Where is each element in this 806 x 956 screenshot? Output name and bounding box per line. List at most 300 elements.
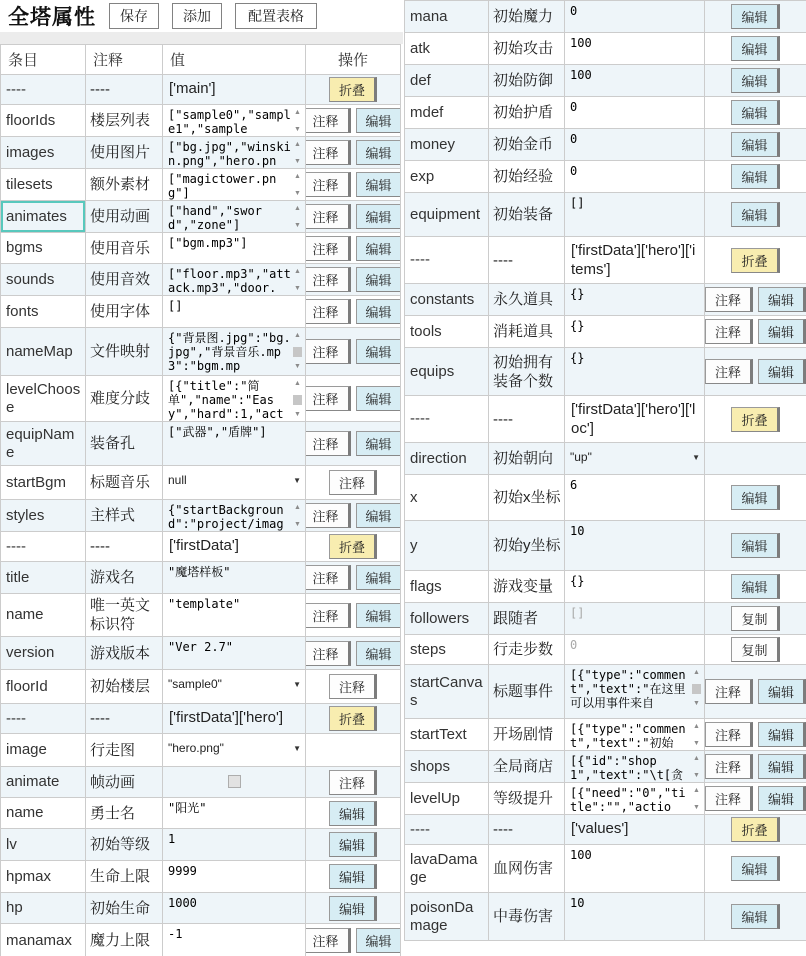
value-preview[interactable] (565, 284, 704, 301)
table-row-equipName (1, 422, 401, 466)
value-preview[interactable] (163, 594, 305, 611)
value-preview[interactable] (565, 845, 704, 862)
textarea-scrollbar[interactable] (291, 267, 305, 295)
table-row-tilesets (1, 169, 401, 201)
note-button[interactable]: 注释 (329, 674, 377, 699)
operation-cell (705, 521, 806, 571)
value-preview[interactable] (163, 169, 305, 200)
scroll-up-icon[interactable]: ▲ (693, 755, 700, 762)
value-cell (163, 670, 306, 704)
textarea-scrollbar[interactable] (291, 331, 305, 373)
scroll-down-icon[interactable]: ▼ (693, 772, 700, 779)
table-row-startText (405, 719, 806, 751)
note-button[interactable]: 注释 (306, 299, 351, 324)
entry-cell (405, 815, 489, 845)
note-button[interactable]: 注释 (306, 386, 351, 411)
note-button[interactable]: 注释 (705, 786, 753, 811)
operation-buttons (307, 928, 399, 953)
value-preview[interactable] (163, 500, 305, 531)
value-preview[interactable] (163, 105, 305, 136)
comment-cell (86, 594, 163, 637)
textarea-scrollbar[interactable] (291, 140, 305, 168)
value-preview[interactable] (565, 161, 704, 178)
textarea-scrollbar[interactable] (291, 172, 305, 200)
value-preview[interactable] (163, 296, 305, 313)
entry-cell (405, 237, 489, 284)
operation-buttons (307, 674, 399, 699)
note-button[interactable]: 注释 (705, 754, 753, 779)
note-button[interactable]: 注释 (306, 603, 351, 628)
comment-cell (489, 475, 565, 521)
scroll-up-icon[interactable]: ▲ (294, 109, 301, 116)
scroll-down-icon[interactable]: ▼ (294, 285, 301, 292)
entry-name: ---- (410, 251, 430, 268)
edit-button[interactable]: 编辑 (758, 359, 806, 384)
value-preview[interactable] (163, 893, 305, 910)
comment-cell (489, 129, 565, 161)
value-cell (163, 829, 306, 861)
operation-cell (306, 264, 401, 296)
edit-button[interactable]: 编辑 (758, 722, 806, 747)
comment-text: 开场剧情 (493, 726, 554, 743)
table-row-direction (405, 443, 806, 475)
value-cell (163, 169, 306, 201)
operation-buttons (706, 319, 805, 344)
textarea-scrollbar[interactable] (690, 754, 704, 782)
value-preview[interactable] (565, 348, 704, 365)
entry-cell (1, 893, 86, 924)
edit-button[interactable]: 编辑 (356, 928, 401, 953)
value-text: [{"id":"shop1","text":"\t[贪 (570, 754, 684, 782)
operation-cell (306, 328, 401, 376)
scrollbar-thumb[interactable] (293, 395, 302, 405)
edit-button[interactable]: 编辑 (356, 204, 401, 229)
comment-text: 行走步数 (493, 641, 554, 658)
table-row-fonts (1, 296, 401, 328)
fold-button[interactable]: 折叠 (731, 248, 779, 273)
value-cell (565, 603, 705, 635)
value-cell (565, 815, 705, 845)
value-preview[interactable] (565, 719, 704, 750)
edit-button[interactable]: 编辑 (731, 533, 779, 558)
save-button[interactable]: 保存 (109, 3, 159, 29)
scroll-up-icon[interactable]: ▲ (294, 332, 301, 339)
operation-cell (705, 1, 806, 33)
operation-buttons (307, 172, 399, 197)
table-row-floorId (1, 670, 401, 704)
value-preview[interactable] (565, 603, 704, 620)
scroll-up-icon[interactable]: ▲ (294, 504, 301, 511)
edit-button[interactable]: 编辑 (356, 565, 401, 590)
note-button[interactable]: 注释 (306, 204, 351, 229)
scroll-down-icon[interactable]: ▼ (294, 521, 301, 528)
entry-cell (405, 316, 489, 348)
scroll-down-icon[interactable]: ▼ (294, 222, 301, 229)
operation-buttons (307, 77, 399, 102)
value-cell (163, 532, 306, 562)
note-button[interactable]: 注释 (705, 359, 753, 384)
edit-button[interactable]: 编辑 (731, 4, 779, 29)
value-cell (565, 33, 705, 65)
scroll-up-icon[interactable]: ▲ (693, 669, 700, 676)
edit-button[interactable]: 编辑 (356, 108, 401, 133)
comment-cell (489, 845, 565, 893)
operation-buttons (706, 248, 805, 273)
edit-button[interactable]: 编辑 (758, 287, 806, 312)
scroll-down-icon[interactable]: ▼ (294, 158, 301, 165)
operation-cell (306, 422, 401, 466)
comment-text: 生命上限 (90, 868, 151, 885)
edit-button[interactable]: 编辑 (731, 164, 779, 189)
operation-buttons (706, 606, 805, 631)
edit-button[interactable]: 编辑 (356, 431, 401, 456)
scroll-up-icon[interactable]: ▲ (693, 787, 700, 794)
table-row-lavaDamage (405, 845, 806, 893)
edit-button[interactable]: 编辑 (731, 202, 779, 227)
comment-text: ---- (493, 410, 513, 428)
value-preview[interactable] (565, 893, 704, 910)
note-button[interactable]: 注释 (306, 172, 351, 197)
note-button[interactable]: 注释 (306, 565, 351, 590)
edit-button[interactable]: 编辑 (329, 832, 377, 857)
scroll-down-icon[interactable]: ▼ (693, 804, 700, 811)
entry-name: shops (410, 757, 451, 775)
note-button[interactable]: 注释 (306, 267, 351, 292)
entry-name: money (410, 135, 456, 153)
scroll-up-icon[interactable]: ▲ (294, 268, 301, 275)
table-row-followers (405, 603, 806, 635)
comment-text: ---- (493, 821, 513, 838)
properties-table-right (404, 0, 806, 941)
header-divider (0, 32, 403, 44)
note-button[interactable]: 注释 (306, 236, 351, 261)
value-text: 0 (570, 100, 578, 114)
scroll-up-icon[interactable]: ▲ (294, 173, 301, 180)
table-row-fold (405, 237, 806, 284)
textarea-scrollbar[interactable] (291, 204, 305, 232)
entry-cell (405, 396, 489, 443)
textarea-scrollbar[interactable] (291, 108, 305, 136)
edit-button[interactable]: 编辑 (356, 172, 401, 197)
note-button[interactable]: 注释 (329, 470, 377, 495)
comment-cell (489, 521, 565, 571)
value-preview[interactable] (565, 193, 704, 210)
operation-buttons (307, 565, 399, 590)
entry-cell (1, 137, 86, 169)
note-button[interactable]: 注释 (705, 679, 753, 704)
comment-cell (86, 376, 163, 422)
value-preview[interactable] (163, 137, 305, 168)
value-select[interactable] (168, 741, 301, 755)
value-preview[interactable] (163, 328, 305, 373)
copy-button[interactable]: 复制 (731, 606, 779, 631)
edit-button[interactable]: 编辑 (329, 801, 377, 826)
operation-buttons (706, 68, 805, 93)
scroll-down-icon[interactable]: ▼ (693, 700, 700, 707)
operation-buttons (706, 4, 805, 29)
value-text: ["bg.jpg","winskin.png","hero.pn (168, 140, 291, 168)
value-select[interactable] (570, 450, 700, 464)
entry-name: def (410, 71, 431, 89)
operation-buttons (706, 164, 805, 189)
edit-button[interactable]: 编辑 (731, 904, 779, 929)
entry-cell (405, 33, 489, 65)
edit-button[interactable]: 编辑 (356, 299, 401, 324)
note-button[interactable]: 注释 (705, 287, 753, 312)
value-preview[interactable] (565, 97, 704, 114)
operation-buttons (307, 140, 399, 165)
fold-path: ['main'] (169, 80, 216, 97)
operation-buttons (307, 431, 399, 456)
entry-name: levelUp (410, 789, 461, 807)
note-button[interactable]: 注释 (306, 928, 351, 953)
fold-button[interactable]: 折叠 (731, 407, 779, 432)
edit-button[interactable]: 编辑 (731, 856, 779, 881)
scrollbar-thumb[interactable] (692, 684, 701, 694)
operation-buttons (706, 817, 805, 842)
value-preview[interactable] (565, 33, 704, 50)
comment-cell (489, 1, 565, 33)
fold-button[interactable]: 折叠 (329, 534, 377, 559)
value-cell (565, 521, 705, 571)
value-preview[interactable] (163, 422, 305, 439)
operation-cell (705, 396, 806, 443)
operation-cell (705, 783, 806, 815)
operation-cell (705, 665, 806, 719)
value-preview[interactable] (163, 637, 305, 654)
value-preview[interactable] (163, 798, 305, 815)
scroll-up-icon[interactable]: ▲ (294, 205, 301, 212)
scroll-down-icon[interactable]: ▼ (693, 740, 700, 747)
value-preview[interactable] (163, 829, 305, 846)
fold-path: ['firstData']['hero']['loc'] (571, 401, 696, 437)
operation-buttons (307, 299, 399, 324)
value-select[interactable] (168, 677, 301, 691)
entry-name: floorIds (6, 111, 56, 129)
comment-text: 初始防御 (493, 72, 554, 89)
fold-path: ['values'] (571, 820, 629, 837)
selected-option: null (168, 473, 187, 487)
table-row-tools (405, 316, 806, 348)
table-row-mana (405, 1, 806, 33)
scroll-down-icon[interactable]: ▼ (294, 411, 301, 418)
table-row-x (405, 475, 806, 521)
value-text: ["bgm.mp3"] (168, 236, 248, 250)
note-button[interactable]: 注释 (306, 108, 351, 133)
note-button[interactable]: 注释 (306, 431, 351, 456)
textarea-scrollbar[interactable] (690, 668, 704, 710)
comment-text: 唯一英文标识符 (90, 597, 151, 633)
dropdown-arrow-icon: ▼ (692, 452, 700, 462)
value-text: 1 (168, 832, 176, 846)
comment-cell (489, 443, 565, 475)
comment-cell (86, 296, 163, 328)
value-cell (565, 893, 705, 941)
entry-name: ---- (410, 820, 430, 838)
operation-cell (705, 719, 806, 751)
note-button[interactable]: 注释 (329, 770, 377, 795)
scroll-down-icon[interactable]: ▼ (294, 126, 301, 133)
edit-button[interactable]: 编辑 (758, 679, 806, 704)
value-text: 0 (570, 132, 578, 146)
value-preview[interactable] (163, 201, 305, 232)
entry-name: animates (6, 207, 67, 225)
operation-buttons (706, 904, 805, 929)
value-text: "阳光" (168, 801, 207, 815)
table-row-money (405, 129, 806, 161)
edit-button[interactable]: 编辑 (356, 386, 401, 411)
edit-button[interactable]: 编辑 (758, 786, 806, 811)
value-preview[interactable] (565, 129, 704, 146)
value-preview[interactable] (163, 924, 305, 941)
edit-button[interactable]: 编辑 (731, 574, 779, 599)
note-button[interactable]: 注释 (705, 722, 753, 747)
value-text: [{"type":"comment","text":"初始 (570, 722, 686, 750)
entry-cell[interactable] (1, 201, 86, 233)
note-button[interactable]: 注释 (306, 140, 351, 165)
operation-buttons (706, 100, 805, 125)
value-preview[interactable] (565, 1, 704, 18)
edit-button[interactable]: 编辑 (329, 896, 377, 921)
value-cell (565, 475, 705, 521)
edit-button[interactable]: 编辑 (731, 100, 779, 125)
value-cell (565, 719, 705, 751)
table-row-nameMap (1, 328, 401, 376)
operation-buttons (307, 801, 399, 826)
comment-cell (86, 734, 163, 767)
value-preview[interactable] (163, 861, 305, 878)
copy-button[interactable]: 复制 (731, 637, 779, 662)
add-button[interactable]: 添加 (172, 3, 222, 29)
value-preview[interactable] (565, 521, 704, 538)
comment-cell (86, 798, 163, 829)
entry-name: tools (410, 322, 442, 340)
edit-button[interactable]: 编辑 (731, 36, 779, 61)
value-checkbox[interactable] (228, 775, 241, 788)
value-cell (565, 783, 705, 815)
selected-option: "sample0" (168, 677, 222, 691)
comment-cell (86, 169, 163, 201)
value-text: {} (570, 574, 585, 588)
edit-button[interactable]: 编辑 (356, 140, 401, 165)
value-preview[interactable] (163, 264, 305, 295)
value-preview[interactable] (565, 65, 704, 82)
value-preview[interactable] (565, 665, 704, 710)
textarea-scrollbar[interactable] (690, 786, 704, 814)
edit-button[interactable]: 编辑 (356, 641, 401, 666)
value-preview[interactable] (163, 562, 305, 579)
value-cell (163, 767, 306, 798)
configure-table-button[interactable]: 配置表格 (235, 3, 317, 29)
dropdown-arrow-icon: ▼ (293, 743, 301, 753)
edit-button[interactable]: 编辑 (356, 236, 401, 261)
edit-button[interactable]: 编辑 (731, 485, 779, 510)
fold-button[interactable]: 折叠 (329, 77, 377, 102)
comment-cell (86, 893, 163, 924)
value-preview[interactable] (565, 571, 704, 588)
edit-button[interactable]: 编辑 (356, 339, 401, 364)
operation-buttons (307, 386, 399, 411)
comment-text: 标题音乐 (90, 474, 151, 491)
value-preview[interactable] (565, 316, 704, 333)
scroll-up-icon[interactable]: ▲ (693, 723, 700, 730)
operation-cell (306, 829, 401, 861)
entry-name: equipName (6, 425, 75, 461)
scroll-up-icon[interactable]: ▲ (294, 141, 301, 148)
table-row-name (1, 798, 401, 829)
scrollbar-thumb[interactable] (293, 347, 302, 357)
edit-button[interactable]: 编辑 (329, 864, 377, 889)
value-preview[interactable] (163, 376, 305, 421)
textarea-scrollbar[interactable] (291, 503, 305, 531)
edit-button[interactable]: 编辑 (758, 319, 806, 344)
fold-button[interactable]: 折叠 (329, 706, 377, 731)
operation-cell (306, 798, 401, 829)
operation-cell (306, 637, 401, 670)
fold-button[interactable]: 折叠 (731, 817, 779, 842)
edit-button[interactable]: 编辑 (731, 68, 779, 93)
value-text: {} (570, 287, 585, 301)
edit-button[interactable]: 编辑 (731, 132, 779, 157)
entry-cell (405, 65, 489, 97)
value-text: -1 (168, 927, 183, 941)
scroll-down-icon[interactable]: ▼ (294, 190, 301, 197)
edit-button[interactable]: 编辑 (356, 503, 401, 528)
operation-buttons (307, 339, 399, 364)
textarea-scrollbar[interactable] (690, 722, 704, 750)
value-preview[interactable] (163, 233, 305, 250)
value-text: [] (570, 196, 585, 210)
edit-button[interactable]: 编辑 (356, 267, 401, 292)
note-button[interactable]: 注释 (306, 339, 351, 364)
value-preview[interactable] (565, 475, 704, 492)
entry-name: constants (410, 290, 475, 308)
textarea-scrollbar[interactable] (291, 379, 305, 421)
value-preview[interactable] (565, 635, 704, 652)
comment-text: 使用音乐 (90, 239, 151, 257)
comment-cell (489, 396, 565, 443)
value-select[interactable] (168, 473, 301, 487)
entry-cell (405, 284, 489, 316)
note-button[interactable]: 注释 (705, 319, 753, 344)
operation-cell (705, 348, 806, 396)
table-row-sounds (1, 264, 401, 296)
note-button[interactable]: 注释 (306, 503, 351, 528)
table-row-startBgm (1, 466, 401, 500)
entry-name: equips (410, 362, 455, 380)
scroll-up-icon[interactable]: ▲ (294, 380, 301, 387)
value-preview[interactable] (565, 751, 704, 782)
entry-cell (1, 594, 86, 637)
comment-text: 标题事件 (493, 683, 554, 700)
note-button[interactable]: 注释 (306, 641, 351, 666)
comment-text: 初始拥有装备个数 (493, 353, 554, 390)
entry-name: x (410, 488, 418, 506)
entry-name: ---- (6, 709, 26, 727)
operation-cell (306, 924, 401, 956)
scroll-down-icon[interactable]: ▼ (294, 363, 301, 370)
operation-buttons (307, 641, 399, 666)
entry-cell (1, 670, 86, 704)
edit-button[interactable]: 编辑 (758, 754, 806, 779)
edit-button[interactable]: 编辑 (356, 603, 401, 628)
table-row-floorIds (1, 105, 401, 137)
comment-text: 游戏名 (90, 569, 136, 586)
value-preview[interactable] (565, 783, 704, 814)
comment-text: ---- (493, 251, 513, 269)
operation-buttons (307, 603, 399, 628)
operation-buttons (706, 786, 805, 811)
